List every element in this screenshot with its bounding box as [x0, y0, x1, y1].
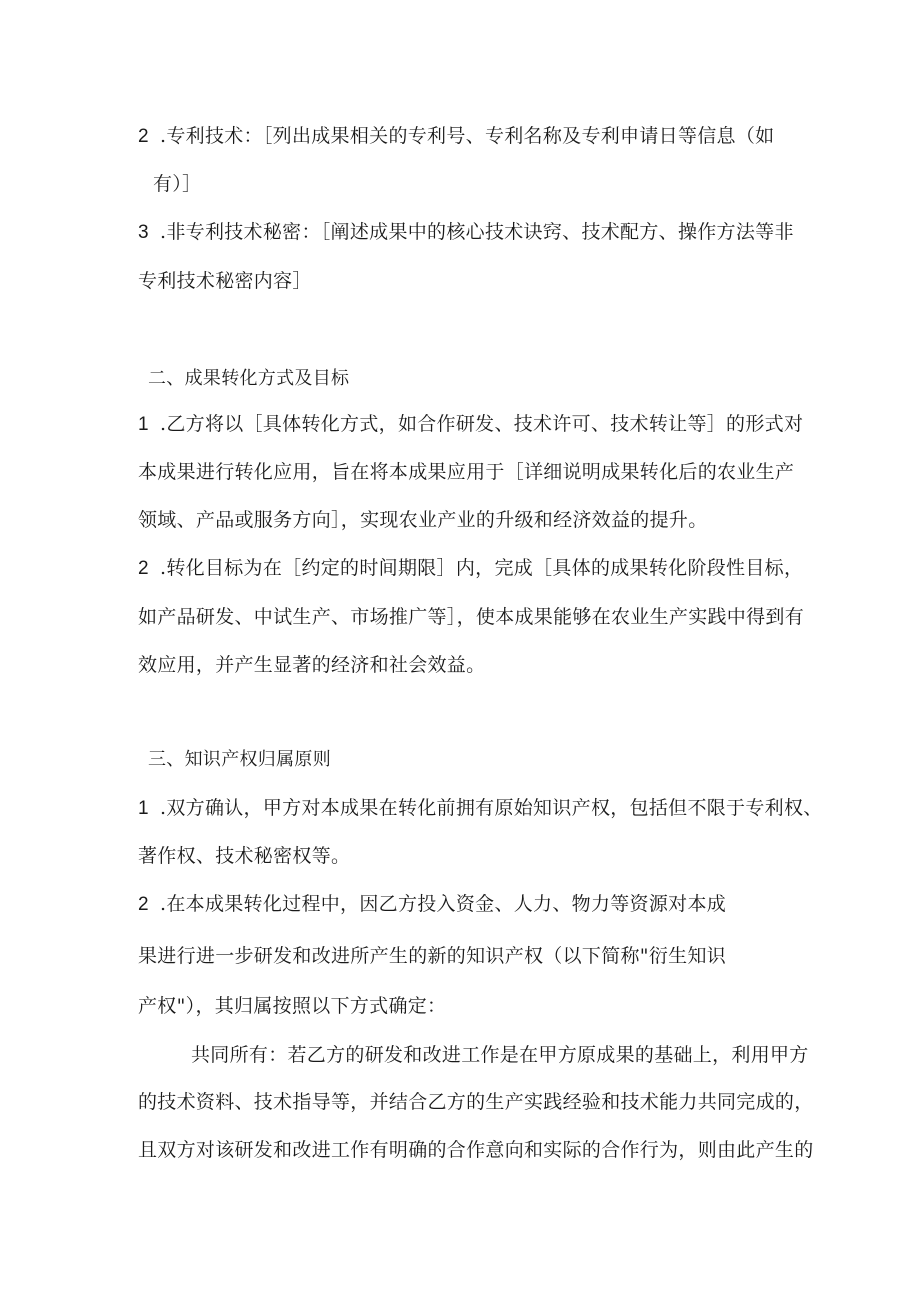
section3-item2-line-2: 果进行进一步研发和改进所产生的新的知识产权（以下简称"衍生知识 — [138, 945, 727, 967]
section2-heading: 二、成果转化方式及目标 — [148, 368, 350, 389]
section2-item1-number: 1 — [138, 414, 149, 435]
section2-item1-line-3: 领域、产品或服务方向］，实现农业产业的升级和经济效益的提升。 — [138, 509, 708, 531]
section2-item1-text-1: .乙方将以［具体转化方式，如合作研发、技术许可、技术转让等］的形式对 — [160, 413, 804, 435]
section3-item1-line-2: 著作权、技术秘密权等。 — [138, 845, 351, 867]
patent-item-number: 2 — [138, 126, 149, 147]
patent-item-line-1 — [138, 123, 774, 150]
section3-heading: 三、知识产权归属原则 — [148, 749, 331, 770]
section3-item1-line-1 — [138, 795, 823, 822]
section3-item2-line-1 — [138, 891, 726, 918]
section2-item2-line-1 — [138, 555, 803, 582]
section2-item1-line-1 — [138, 411, 803, 438]
section2-item2-line-2: 如产品研发、中试生产、市场推广等］，使本成果能够在农业生产实践中得到有 — [138, 606, 805, 628]
secret-item-line-1 — [138, 219, 794, 246]
section3-item2-line-3: 产权"），其归属按照以下方式确定： — [138, 995, 447, 1017]
section2-item1-line-2: 本成果进行转化应用，旨在将本成果应用于［详细说明成果转化后的农业生产 — [138, 461, 795, 483]
joint-ownership-line-1: 共同所有：若乙方的研发和改进工作是在甲方原成果的基础上，利用甲方 — [191, 1044, 809, 1066]
patent-item-line-2: 有）］ — [153, 173, 202, 195]
secret-item-line-2: 专利技术秘密内容］ — [138, 270, 312, 292]
section3-item2-text-1: .在本成果转化过程中，因乙方投入资金、人力、物力等资源对本成 — [160, 893, 727, 915]
joint-ownership-line-3: 且双方对该研发和改进工作有明确的合作意向和实际的合作行为，则由此产生的 — [138, 1139, 814, 1161]
secret-item-number: 3 — [138, 222, 149, 243]
section3-item2-number: 2 — [138, 894, 149, 915]
section3-item1-number: 1 — [138, 798, 149, 819]
patent-item-text-1: .专利技术：［列出成果相关的专利号、专利名称及专利申请日等信息（如 — [160, 125, 775, 147]
section2-item2-text-1: .转化目标为在［约定的时间期限］内，完成［具体的成果转化阶段性目标， — [160, 557, 804, 579]
secret-item-text-1: .非专利技术秘密：［阐述成果中的核心技术诀窍、技术配方、操作方法等非 — [160, 221, 794, 243]
section2-item2-line-3: 效应用，并产生显著的经济和社会效益。 — [138, 654, 486, 676]
joint-ownership-line-2: 的技术资料、技术指导等，并结合乙方的生产实践经验和技术能力共同完成的， — [138, 1091, 814, 1113]
section3-item1-text-1: .双方确认，甲方对本成果在转化前拥有原始知识产权，包括但不限于专利权、 — [160, 797, 823, 819]
section2-item2-number: 2 — [138, 558, 149, 579]
